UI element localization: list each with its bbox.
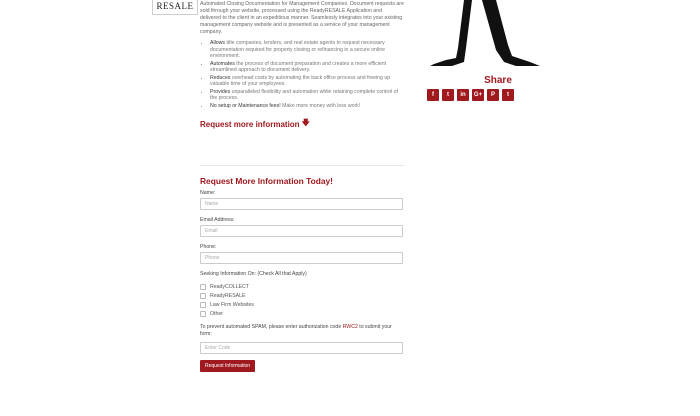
form-title: Request More Information Today! (200, 176, 333, 186)
option-label: Law Firm Websites (210, 301, 255, 308)
share-title: Share (484, 75, 512, 86)
pinterest-icon[interactable]: P (487, 89, 499, 101)
bullet-bold: Provides (210, 88, 231, 95)
bullet-bold: Automates (210, 60, 235, 67)
share-icons (427, 89, 554, 101)
list-item (210, 89, 404, 102)
option-other[interactable] (200, 309, 404, 318)
phone-label: Phone: (200, 244, 217, 250)
request-more-link[interactable] (200, 117, 404, 131)
tumblr-icon[interactable]: t (502, 89, 514, 101)
email-input[interactable]: Email (200, 225, 403, 237)
name-label: Name: (200, 190, 216, 196)
email-label: Email Address: (200, 217, 235, 223)
option-label: ReadyRESALE (210, 292, 246, 299)
phone-input[interactable]: Phone (200, 252, 403, 264)
checkbox[interactable] (200, 284, 206, 290)
option-label: Other (210, 310, 223, 317)
logo: RESALE (152, 0, 198, 15)
bullet-bold: Allows (210, 40, 225, 46)
spam-instructions (200, 324, 404, 338)
request-more-label: Request more information (200, 119, 300, 129)
facebook-icon[interactable]: f (427, 89, 439, 101)
arrow-down-icon: 🡇 (301, 118, 310, 127)
option-readycollect[interactable] (200, 282, 404, 291)
list-item (210, 103, 404, 110)
bullet-bold: Reduces (210, 74, 231, 81)
google-plus-icon[interactable]: G+ (472, 89, 484, 101)
bullet-text: the process of document preparation and creates a more efficient streamlined approach to document delivery. (210, 60, 387, 73)
twitter-icon[interactable]: t (442, 89, 454, 101)
divider (200, 165, 404, 166)
option-law-firm-websites[interactable] (200, 300, 404, 309)
name-input[interactable]: Name (200, 198, 403, 210)
person-figure-image (412, 0, 562, 70)
intro-text: Automated Closing Documentation for Management Companies. Document requests are sold through your website, processed using the ReadyRESALE Application and delivered to the client in an expeditious manner. Seamlessly integrates into your existing management company website and is presented as a service of your management company. (200, 1, 404, 35)
bullet-text: Make more money with less work! (280, 102, 361, 109)
share-section (426, 75, 554, 101)
checkbox[interactable] (200, 311, 206, 317)
code-input[interactable]: Enter Code (200, 342, 403, 354)
product-description (200, 0, 404, 131)
request-information-button[interactable]: Request Information (200, 360, 255, 372)
option-readyresale[interactable] (200, 291, 404, 300)
spam-text: To prevent automated SPAM, please enter authorization code (200, 324, 343, 330)
spam-text-end: to submit your form: (200, 324, 392, 337)
checkbox[interactable] (200, 293, 206, 299)
bullet-bold: No setup or Maintenance fees! (210, 102, 281, 109)
list-item (210, 40, 404, 60)
feature-list (200, 40, 404, 109)
list-item (210, 61, 404, 74)
bullet-text: title companies, lenders, and real estate agents to request necessary documentation required for property closing or refinancing in a secure online environment. (210, 40, 386, 59)
request-form (200, 176, 404, 372)
checkbox[interactable] (200, 302, 206, 308)
seeking-label: Seeking Information On: (Check All that Apply) (200, 271, 307, 277)
list-item (210, 75, 404, 88)
option-label: ReadyCOLLECT (210, 283, 249, 290)
bullet-text: unparalleled flexibility and automation while retaining complete control of the process. (210, 88, 399, 101)
linkedin-icon[interactable]: in (457, 89, 469, 101)
spam-code: RWC2 (342, 324, 358, 330)
bullet-text: overhead costs by automating the back office process and freeing up valuable time of your employees. (210, 74, 391, 87)
